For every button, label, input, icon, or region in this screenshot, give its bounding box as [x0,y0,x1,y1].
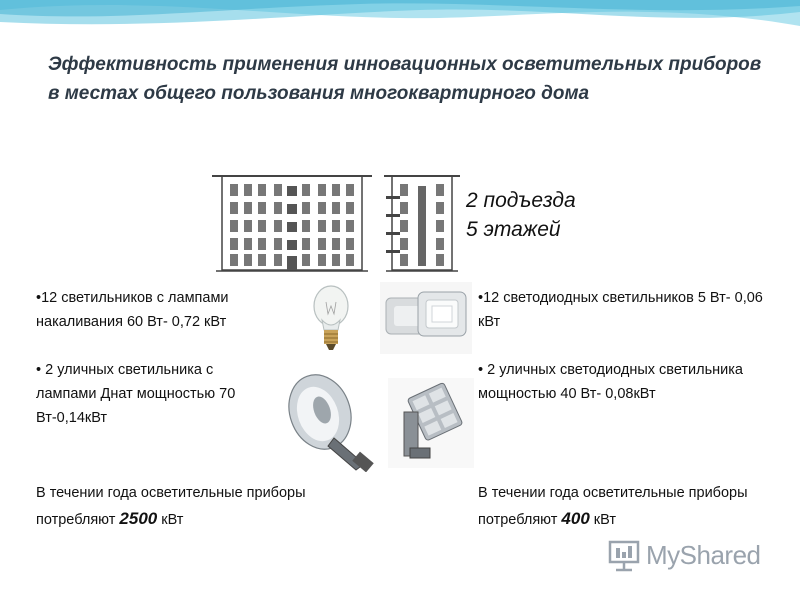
led-fixture-image [380,282,472,354]
building-info [466,186,576,244]
incandescent-bulb-image [308,284,354,354]
left-summary-unit: кВт [157,512,184,528]
right-item-street-led: • 2 уличных светодиодных светильника мощностью 40 Вт- 0,08кВт [478,362,743,402]
street-lamp-dnat-image [284,368,378,472]
street-lamp-led-image [388,378,474,468]
right-summary-value: 400 [561,509,590,528]
left-summary-value: 2500 [119,509,158,528]
right-item-led: •12 светодиодных светильников 5 Вт- 0,06 кВт [478,290,763,330]
building-front-illustration [212,160,372,272]
right-summary-text: В течении года осветительные приборы потребляют [478,485,748,528]
myshared-logo [606,536,776,576]
right-summary-unit: кВт [589,512,616,528]
building-side-illustration [384,160,460,272]
left-summary-text: В течении года осветительные приборы потребляют [36,485,306,528]
floors-count: 5 этажей [466,218,561,241]
left-item-street-dnat: • 2 уличных светильника с лампами Днат мощностью 70 Вт-0,14кВт [36,362,236,426]
presentation-board-icon [606,538,642,574]
left-summary [36,480,316,533]
logo-text: MyShared [646,540,761,570]
entrances-count: 2 подъезда [466,189,576,212]
left-item-incandescent: •12 светильников с лампами накаливания 60 Вт- 0,72 кВт [36,290,229,330]
right-summary [478,480,758,533]
slide-title: Эффективность применения инновационных осветительных приборов в местах общего пользования многоквартирного дома [48,54,762,104]
